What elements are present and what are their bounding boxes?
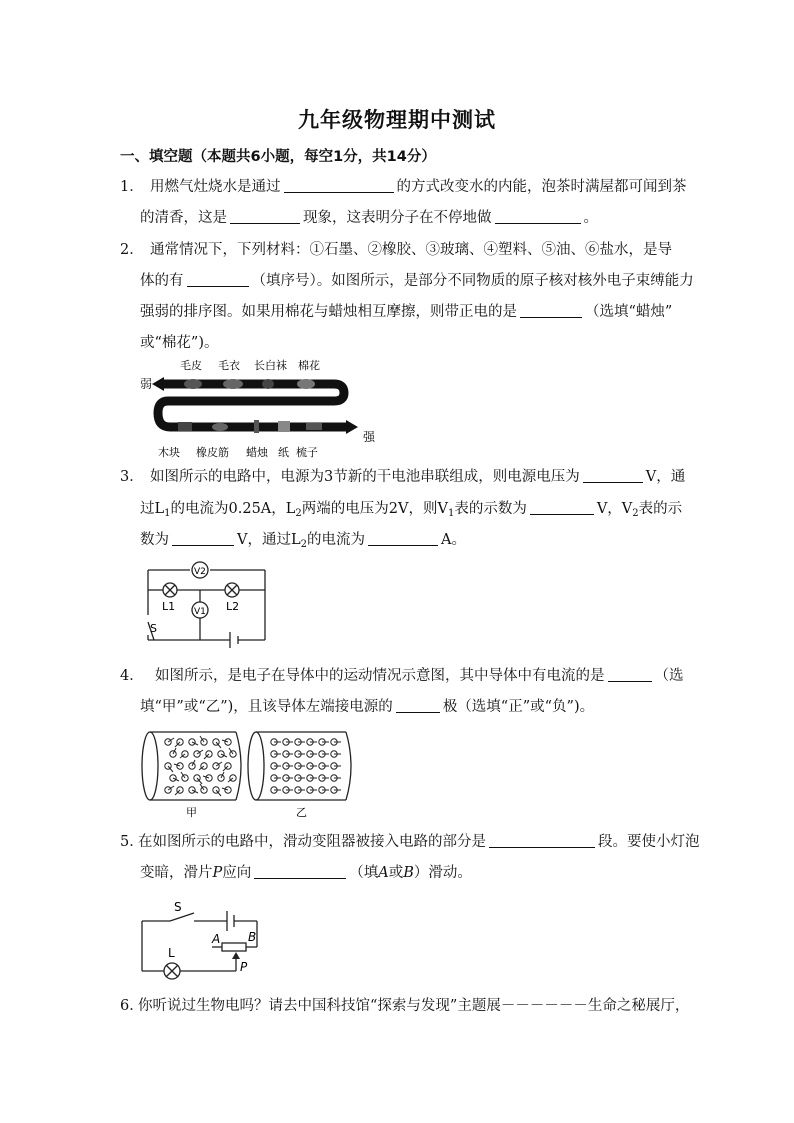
answer-blank[interactable]	[495, 208, 581, 224]
paper-icon	[278, 421, 290, 431]
figure-label-yi: 乙	[296, 806, 307, 819]
circuit-diagram-q3	[130, 560, 275, 650]
question-number: 6．	[120, 998, 144, 1014]
question-text: 用燃气灶烧水是通过 的方式改变水的内能，泡茶时满屋都可闻到茶	[150, 179, 687, 195]
voltmeter-v1-label: V1	[194, 607, 206, 617]
figure-label: 蜡烛	[246, 446, 268, 459]
question-text: 填“甲”或“乙”)，且该导体左端接电源的 极（选填“正”或“负”)。	[140, 699, 595, 715]
lamp-label: L	[168, 946, 175, 960]
answer-blank[interactable]	[254, 863, 346, 879]
question-text: 在如图所示的电路中，滑动变阻器被接入电路的部分是 段。要使小灯泡	[138, 834, 700, 850]
answer-blank[interactable]	[583, 467, 643, 483]
switch-label: S	[150, 622, 157, 635]
terminal-a-label: A	[212, 932, 221, 946]
question-text: 通常情况下，下列材料：①石墨、②橡胶、③玻璃、④塑料、⑤油、⑥盐水，是导	[150, 242, 672, 258]
switch-label: S	[174, 900, 182, 914]
answer-blank[interactable]	[368, 530, 438, 546]
motion-arrow-icon	[223, 766, 228, 771]
question-number: 4．	[120, 668, 144, 684]
question-number: 1．	[120, 179, 144, 195]
random-electrons	[165, 736, 236, 796]
strong-label: 强	[363, 430, 376, 444]
sock-icon	[262, 379, 274, 389]
question-text: 的清香，这是 现象，这表明分子在不停地做 。	[140, 210, 598, 226]
figure-label: 纸	[278, 446, 289, 459]
figure-label: 橡皮筋	[196, 446, 229, 459]
question-text: 过$L_1$的电流为0.25A，$L_2$两端的电压为2V，则$V_1$表的示数为 V，$V_2$表的示	[140, 501, 683, 519]
slider-p-label: P	[240, 960, 248, 974]
wood-icon	[178, 422, 192, 431]
candle-icon	[254, 420, 259, 433]
figure-label: 棉花	[298, 359, 320, 372]
figure-label: 毛衣	[218, 359, 240, 372]
answer-blank[interactable]	[530, 499, 594, 515]
answer-blank[interactable]	[172, 530, 234, 546]
conductor-jia-end	[142, 732, 158, 800]
question-text: 如图所示，是电子在导体中的运动情况示意图，其中导体中有电流的是 （选	[155, 668, 684, 684]
arrow-right-icon	[346, 420, 358, 434]
electron-binding-diagram	[138, 355, 378, 460]
question-number: 2．	[120, 242, 144, 258]
cotton-icon	[297, 379, 315, 389]
fur-icon	[184, 379, 202, 389]
answer-blank[interactable]	[489, 832, 595, 848]
motion-arrow-icon	[175, 742, 180, 747]
answer-blank[interactable]	[187, 271, 249, 287]
motion-arrow-icon	[204, 754, 209, 759]
question-text: 变暗，滑片P应向 （填A或B）滑动。	[140, 865, 472, 881]
figure-label: 梳子	[296, 446, 318, 459]
weak-label: 弱	[140, 377, 153, 391]
question-text: 数为 V，通过$L_2$的电流为 A。	[140, 532, 466, 550]
rubber-band-icon	[212, 423, 228, 431]
terminal-b-label: B	[248, 930, 257, 944]
figure-label: 毛皮	[180, 359, 202, 372]
rheostat-icon	[222, 943, 246, 951]
figure-label: 木块	[158, 446, 180, 459]
page-title: 九年级物理期中测试	[298, 108, 496, 132]
answer-blank[interactable]	[230, 208, 300, 224]
answer-blank[interactable]	[284, 177, 394, 193]
circuit-diagram-q5	[132, 893, 272, 983]
sweater-icon	[223, 379, 243, 389]
answer-blank[interactable]	[608, 666, 652, 682]
slider-arrow-icon	[232, 952, 240, 959]
question-text: 如图所示的电路中，电源为3节新的干电池串联组成，则电源电压为 V，通	[150, 469, 686, 485]
drifting-electrons	[271, 739, 341, 793]
conductor-yi-end	[248, 732, 264, 800]
electron-motion-diagram	[138, 728, 358, 820]
question-text: 你听说过生物电吗？请去中国科技馆“探索与发现”主题展－－－－－－生命之秘展厅，	[138, 998, 690, 1014]
figure-label: 长白袜	[254, 359, 287, 372]
question-text: 体的有 （填序号）。如图所示，是部分不同物质的原子核对核外电子束缚能力	[140, 273, 694, 289]
question-text: 强弱的排序图。如果用棉花与蜡烛相互摩擦，则带正电的是 （选填“蜡烛”	[140, 304, 673, 320]
answer-blank[interactable]	[396, 697, 440, 713]
motion-arrow-icon	[175, 790, 180, 795]
comb-icon	[306, 423, 322, 430]
question-number: 5．	[120, 834, 144, 850]
figure-label-jia: 甲	[186, 806, 197, 819]
arrow-left-icon	[152, 377, 164, 391]
question-number: 3．	[120, 469, 144, 485]
question-text: 或“棉花”)。	[140, 335, 219, 351]
answer-blank[interactable]	[520, 302, 582, 318]
voltmeter-v2-label: V2	[194, 567, 206, 577]
bulb-l1-label: L1	[162, 600, 176, 613]
section-heading: 一、填空题（本题共6小题，每空1分，共14分）	[120, 149, 436, 165]
spiral-band	[158, 384, 348, 427]
bulb-l2-label: L2	[226, 600, 240, 613]
